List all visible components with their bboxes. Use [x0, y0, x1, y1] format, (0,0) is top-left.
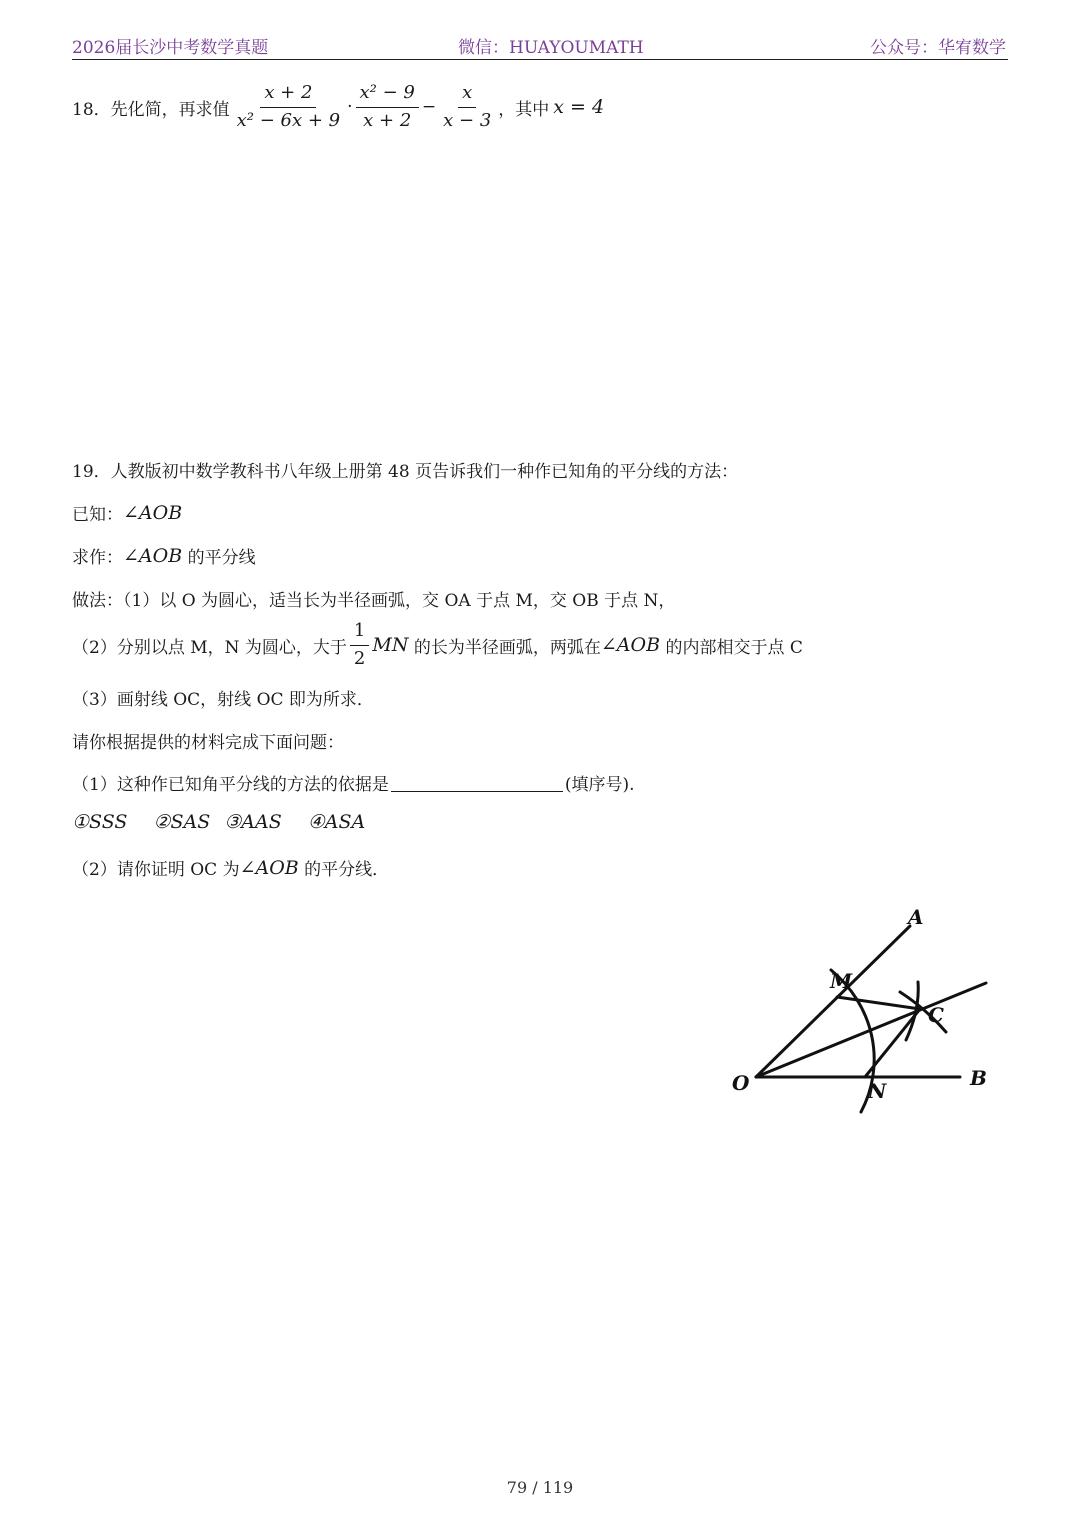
label-m: M — [830, 969, 853, 993]
q19-construct-label: 求作： — [72, 548, 123, 568]
q18-fraction-3 — [439, 82, 495, 132]
label-n: N — [868, 1079, 887, 1103]
q19-step1: 做法：（1）以 O 为圆心，适当长为半径画弧，交 OA 于点 M，交 OB 于点 N， — [72, 591, 676, 611]
label-a: A — [908, 905, 924, 929]
q19-step2-mid: 的长为半径画弧，两弧在 — [408, 637, 601, 658]
q19-construct-math: ∠AOB — [123, 544, 183, 567]
q18-number: 18． — [72, 99, 111, 120]
header-center: 微信：HUAYOUMATH — [458, 38, 644, 58]
q19-step2-angle: ∠AOB — [600, 634, 661, 656]
q19-part2-tail: 的平分线． — [298, 860, 390, 880]
angle-bisector-figure — [720, 900, 1010, 1125]
q19-step2-mn: MN — [372, 634, 409, 656]
q19-step2-tail: 的内部相交于点 C — [660, 637, 803, 658]
q18-minus: − — [421, 97, 437, 117]
q18-prompt: 先化简，再求值 — [110, 99, 230, 120]
label-b: B — [970, 1066, 987, 1090]
q19-step2-fraction-numerator: 1 — [350, 620, 369, 646]
option-aas: ③AAS — [224, 811, 282, 833]
q18-tail: ，其中 — [498, 99, 550, 120]
q19-given-math: ∠AOB — [123, 501, 183, 524]
header-right: 公众号：华宥数学 — [870, 38, 1006, 58]
arc-centered-m — [906, 982, 918, 1040]
q19-step2-head: （2）分别以点 M，N 为圆心，大于 — [72, 637, 347, 658]
page-number: 79 / 119 — [506, 1478, 574, 1497]
q19-part2 — [72, 855, 389, 880]
q19-step2-fraction — [350, 620, 369, 670]
q19-options — [72, 811, 391, 833]
q19-step2-fraction-denominator: 2 — [353, 647, 366, 669]
q19-part1-tail: (填序号). — [564, 775, 635, 795]
q19-part1-head: （1）这种作已知角平分线的方法的依据是 — [72, 775, 389, 795]
q18-fraction-3-denominator: x − 3 — [443, 109, 492, 131]
q19-given — [72, 500, 182, 525]
q19-part2-angle: ∠AOB — [239, 856, 299, 879]
option-sas: ②SAS — [153, 811, 211, 833]
q19-part1 — [72, 770, 635, 795]
header-rule — [72, 59, 1008, 60]
q19-part2-head: （2）请你证明 OC 为 — [72, 860, 240, 880]
option-asa: ④ASA — [307, 811, 366, 833]
q18-condition: x = 4 — [553, 96, 605, 118]
q18-fraction-2-numerator: x² − 9 — [356, 82, 419, 108]
q18-fraction-3-numerator: x — [458, 82, 476, 108]
q19-construct-tail: 的平分线 — [182, 548, 256, 568]
header-left: 2026届长沙中考数学真题 — [72, 38, 269, 58]
option-sss: ①SSS — [72, 811, 128, 833]
q18-dot: · — [347, 97, 353, 117]
q18-fraction-1 — [233, 82, 344, 132]
ray-oa — [756, 926, 910, 1077]
q18-fraction-1-denominator: x² − 6x + 9 — [236, 109, 341, 131]
q19-intro: 19．人教版初中数学教科书八年级上册第 48 页告诉我们一种作已知角的平分线的方法： — [72, 462, 739, 482]
q18-line — [72, 82, 604, 132]
label-o: O — [732, 1071, 750, 1095]
q19-step3: （3）画射线 OC，射线 OC 即为所求． — [72, 690, 374, 710]
q18-fraction-2 — [356, 82, 419, 132]
q19-step2 — [72, 620, 803, 670]
q19-construct — [72, 543, 256, 568]
answer-blank[interactable] — [391, 773, 563, 792]
q19-instruction: 请你根据提供的材料完成下面问题： — [72, 733, 344, 753]
q18-fraction-1-numerator: x + 2 — [260, 82, 316, 108]
label-c: C — [928, 1003, 944, 1027]
q18-fraction-2-denominator: x + 2 — [363, 109, 412, 131]
q19-given-label: 已知： — [72, 505, 123, 525]
